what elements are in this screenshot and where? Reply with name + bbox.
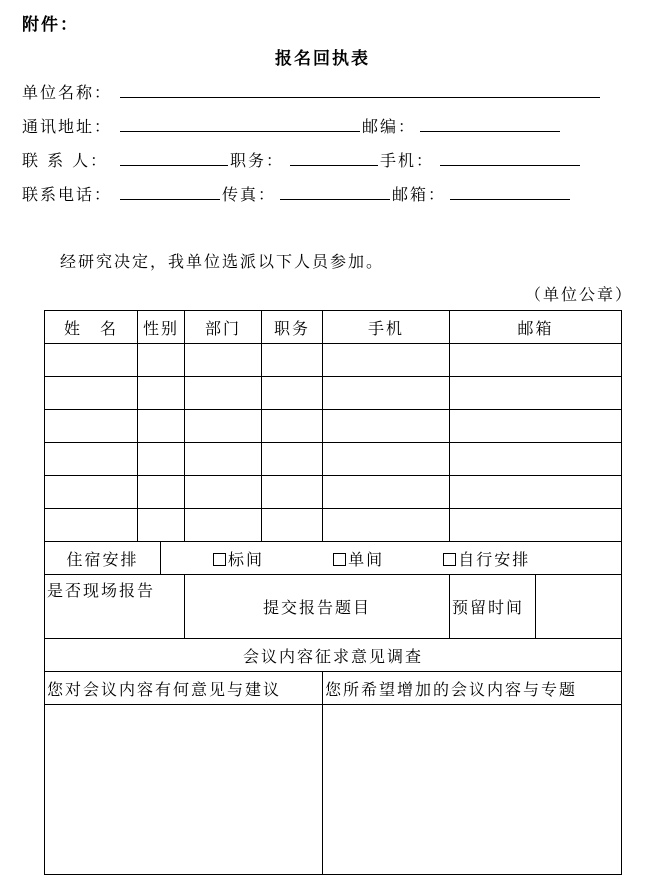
onsite-report-label: 是否现场报告 bbox=[45, 575, 185, 639]
cell-mobile[interactable] bbox=[323, 509, 450, 542]
option-self-arranged-label: 自行安排 bbox=[458, 549, 531, 569]
phone-field[interactable] bbox=[120, 199, 220, 200]
intro-text: 经研究决定，我单位选派以下人员参加。 bbox=[60, 252, 385, 271]
address-label: 通讯地址： bbox=[22, 117, 113, 136]
survey-title: 会议内容征求意见调查 bbox=[45, 639, 622, 672]
cell-department[interactable] bbox=[185, 344, 262, 377]
table-row bbox=[45, 410, 622, 443]
cell-position[interactable] bbox=[262, 377, 323, 410]
cell-email[interactable] bbox=[450, 443, 622, 476]
table-row bbox=[45, 377, 622, 410]
cell-name[interactable] bbox=[45, 377, 138, 410]
cell-mobile[interactable] bbox=[323, 344, 450, 377]
position-label: 职务： bbox=[230, 151, 285, 170]
email-label: 邮箱： bbox=[392, 185, 447, 204]
table-header-row bbox=[45, 311, 622, 344]
cell-department[interactable] bbox=[185, 377, 262, 410]
cell-name[interactable] bbox=[45, 410, 138, 443]
phone-label: 联系电话： bbox=[22, 185, 113, 204]
header-position: 职务 bbox=[262, 311, 323, 344]
cell-name[interactable] bbox=[45, 509, 138, 542]
address-field[interactable] bbox=[120, 131, 360, 132]
cell-name[interactable] bbox=[45, 476, 138, 509]
cell-gender[interactable] bbox=[138, 410, 185, 443]
contact-field[interactable] bbox=[120, 165, 228, 166]
cell-position[interactable] bbox=[262, 344, 323, 377]
header-gender: 性别 bbox=[138, 311, 185, 344]
option-self-arranged[interactable] bbox=[443, 547, 530, 570]
cell-name[interactable] bbox=[45, 344, 138, 377]
cell-department[interactable] bbox=[185, 476, 262, 509]
unit-name-label: 单位名称： bbox=[22, 83, 113, 102]
mobile-field[interactable] bbox=[440, 165, 580, 166]
survey-title-row bbox=[45, 639, 622, 672]
cell-mobile[interactable] bbox=[323, 443, 450, 476]
cell-mobile[interactable] bbox=[323, 377, 450, 410]
postcode-label: 邮编： bbox=[362, 117, 417, 136]
seal-text: （单位公章） bbox=[524, 285, 633, 304]
accommodation-options bbox=[161, 542, 622, 575]
reserved-time-value[interactable] bbox=[536, 575, 622, 639]
cell-name[interactable] bbox=[45, 443, 138, 476]
header-mobile: 手机 bbox=[323, 311, 450, 344]
unit-name-field[interactable] bbox=[120, 97, 600, 98]
table-row bbox=[45, 344, 622, 377]
attachment-label: 附件： bbox=[22, 15, 79, 35]
header-department: 部门 bbox=[185, 311, 262, 344]
cell-gender[interactable] bbox=[138, 377, 185, 410]
mobile-label: 手机： bbox=[380, 151, 435, 170]
cell-department[interactable] bbox=[185, 443, 262, 476]
checkbox-icon[interactable] bbox=[213, 553, 226, 566]
cell-mobile[interactable] bbox=[323, 476, 450, 509]
cell-gender[interactable] bbox=[138, 476, 185, 509]
cell-department[interactable] bbox=[185, 509, 262, 542]
report-row bbox=[45, 575, 622, 639]
fax-field[interactable] bbox=[280, 199, 390, 200]
cell-email[interactable] bbox=[450, 410, 622, 443]
postcode-field[interactable] bbox=[420, 131, 560, 132]
topics-input[interactable] bbox=[323, 705, 622, 875]
cell-gender[interactable] bbox=[138, 443, 185, 476]
option-standard-room[interactable] bbox=[213, 547, 264, 570]
contact-label: 联 系 人： bbox=[22, 151, 109, 170]
cell-position[interactable] bbox=[262, 509, 323, 542]
option-single-room-label: 单间 bbox=[348, 549, 385, 569]
reserved-time-label: 预留时间 bbox=[450, 575, 536, 639]
survey-labels-row bbox=[45, 672, 622, 705]
header-name: 姓 名 bbox=[45, 311, 138, 344]
cell-position[interactable] bbox=[262, 476, 323, 509]
email-field[interactable] bbox=[450, 199, 570, 200]
topics-label: 您所希望增加的会议内容与专题 bbox=[323, 672, 622, 705]
header-email: 邮箱 bbox=[450, 311, 622, 344]
option-single-room[interactable] bbox=[333, 547, 384, 570]
cell-mobile[interactable] bbox=[323, 410, 450, 443]
cell-gender[interactable] bbox=[138, 344, 185, 377]
cell-email[interactable] bbox=[450, 377, 622, 410]
cell-email[interactable] bbox=[450, 476, 622, 509]
cell-department[interactable] bbox=[185, 410, 262, 443]
table-row bbox=[45, 476, 622, 509]
cell-position[interactable] bbox=[262, 443, 323, 476]
cell-email[interactable] bbox=[450, 509, 622, 542]
position-field[interactable] bbox=[290, 165, 378, 166]
report-topic-label: 提交报告题目 bbox=[185, 575, 450, 639]
fax-label: 传真： bbox=[222, 185, 277, 204]
checkbox-icon[interactable] bbox=[443, 553, 456, 566]
cell-position[interactable] bbox=[262, 410, 323, 443]
registration-table bbox=[44, 310, 622, 875]
cell-email[interactable] bbox=[450, 344, 622, 377]
cell-gender[interactable] bbox=[138, 509, 185, 542]
option-standard-room-label: 标间 bbox=[228, 549, 265, 569]
opinion-input[interactable] bbox=[45, 705, 323, 875]
form-title: 报名回执表 bbox=[275, 49, 370, 69]
accommodation-row bbox=[45, 542, 622, 575]
survey-input-row bbox=[45, 705, 622, 875]
table-row bbox=[45, 509, 622, 542]
checkbox-icon[interactable] bbox=[333, 553, 346, 566]
opinion-label: 您对会议内容有何意见与建议 bbox=[45, 672, 323, 705]
accommodation-label: 住宿安排 bbox=[45, 542, 161, 575]
table-row bbox=[45, 443, 622, 476]
